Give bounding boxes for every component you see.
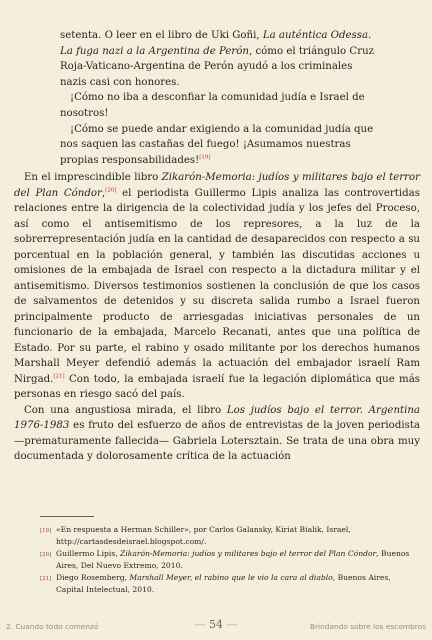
footnote-ref[interactable]: [19] bbox=[199, 154, 211, 161]
page-number-block bbox=[176, 618, 256, 631]
dash-decoration: — bbox=[194, 618, 209, 631]
dash-decoration: — bbox=[223, 618, 238, 631]
quote-line: ¡Cómo no iba a desconfiar la comunidad judía e Israel de bbox=[70, 92, 365, 104]
chapter-label: 2. Cuando todo comenzó bbox=[6, 622, 99, 631]
footnote-text bbox=[56, 524, 416, 548]
quote-line: ¡Cómo se puede andar exigiendo a la comunidad judía que bbox=[70, 123, 374, 135]
quote-text: propias responsabilidades! bbox=[60, 154, 200, 166]
quote-line: nosotros! bbox=[60, 107, 109, 119]
quote-book-title: La fuga nazi a la Argentina de Perón bbox=[60, 45, 249, 57]
footnote bbox=[40, 572, 416, 596]
book-title-label: Brindando sobre los escombros bbox=[309, 622, 426, 631]
paragraph bbox=[14, 170, 420, 403]
footnotes bbox=[40, 524, 416, 596]
page-number: 54 bbox=[209, 618, 223, 631]
footnote bbox=[40, 524, 416, 548]
quote-text: , cómo el triángulo Cruz bbox=[248, 45, 375, 57]
book-title: Los judíos bajo el terror. Argentina 1976-1983 bbox=[14, 404, 421, 432]
text: Diego Rosemberg, bbox=[56, 573, 130, 582]
quote-line bbox=[60, 44, 420, 60]
text: el periodista Guillermo Lipis analiza las controvertidas relaciones entre la dirigencia de la colectividad judía y los jefes del Proceso, así como el antisemitismo de los represores, a la luz de la sobrerrepresentación judía en la cantidad de desaparecidos con respecto a su porcentual en la población general, y también las discutidas acciones u omisiones de la embajada de Israel con respecto a la dictadura militar y el antisemitismo. Diversos testimonios sostienen la conclusión de que los casos de salvamentos de detenidos y su discreta salida rumbo a Israel fueron principalmente producto de arriesgadas iniciativas personales de un funcionario de la embajada, Marcelo Recanati, antes que una política de Estado. Por su parte, el rabino y osado militante por los derechos humanos Marshall Meyer defendió además la actuación del embajador israelí Ram Nirgad. bbox=[14, 187, 420, 385]
book-title: Zikarón-Memoria: judíos y militares bajo el terror del Plan Cóndor bbox=[14, 172, 420, 199]
quote-line: nazis casi con honores. bbox=[60, 76, 180, 88]
footnote-text bbox=[56, 572, 416, 596]
footnote-divider bbox=[40, 516, 94, 517]
footnote-ref[interactable]: [21] bbox=[53, 373, 65, 380]
footnote bbox=[40, 548, 416, 572]
quote-book-title: La auténtica Odessa. bbox=[262, 30, 372, 41]
footnote-text bbox=[56, 548, 416, 572]
quote-line bbox=[60, 153, 420, 169]
book-title: Marshall Meyer, el rabino que le vio la cara al diablo bbox=[129, 573, 333, 582]
book-title: Zikarón-Memoria: judíos y militares bajo el terror del Plan Cóndor bbox=[120, 549, 377, 558]
quote-text: setenta. O leer en el libro de Uki Goñi, bbox=[60, 30, 263, 41]
text: En el imprescindible libro bbox=[24, 172, 162, 184]
text: «En respuesta a Herman Schiller», por Carlos Galansky, Kiriat Bialik, Israel, http://cartasdesdeisrael.blogspot.com/. bbox=[56, 525, 351, 546]
text: Con todo, la embajada israelí fue la legación diplomática que más personas en riesgo sacó del país. bbox=[14, 373, 420, 401]
block-quote bbox=[60, 28, 420, 168]
quote-line: nos saquen las castañas del fuego! ¡Asumamos nuestras bbox=[60, 139, 351, 151]
footnote-number: [21] bbox=[40, 576, 52, 582]
page-content bbox=[14, 28, 420, 465]
text: , bbox=[101, 187, 106, 199]
quote-line bbox=[60, 28, 420, 44]
text: Guillermo Lipis, bbox=[56, 549, 121, 558]
footnote-number: [20] bbox=[40, 552, 52, 558]
paragraph bbox=[14, 403, 420, 465]
quote-line: Roja-Vaticano-Argentina de Perón ayudó a los criminales bbox=[60, 61, 353, 73]
text: , Buenos Aires, Capital Intelectual, 2010. bbox=[56, 573, 391, 594]
page-footer bbox=[0, 620, 432, 640]
text: , Buenos Aires, Del Nuevo Extremo, 2010. bbox=[56, 549, 410, 570]
body-text bbox=[14, 170, 420, 465]
text: Con una angustiosa mirada, el libro bbox=[24, 404, 227, 416]
footnote-number: [19] bbox=[40, 528, 52, 534]
footnote-ref[interactable]: [20] bbox=[105, 187, 117, 194]
text: es fruto del esfuerzo de años de entrevistas de la joven periodista —prematuramente fallecida— Gabriela Lotersztain. Se trata de una obra muy documentada y dolorosamente crítica de la actuación bbox=[14, 420, 420, 463]
